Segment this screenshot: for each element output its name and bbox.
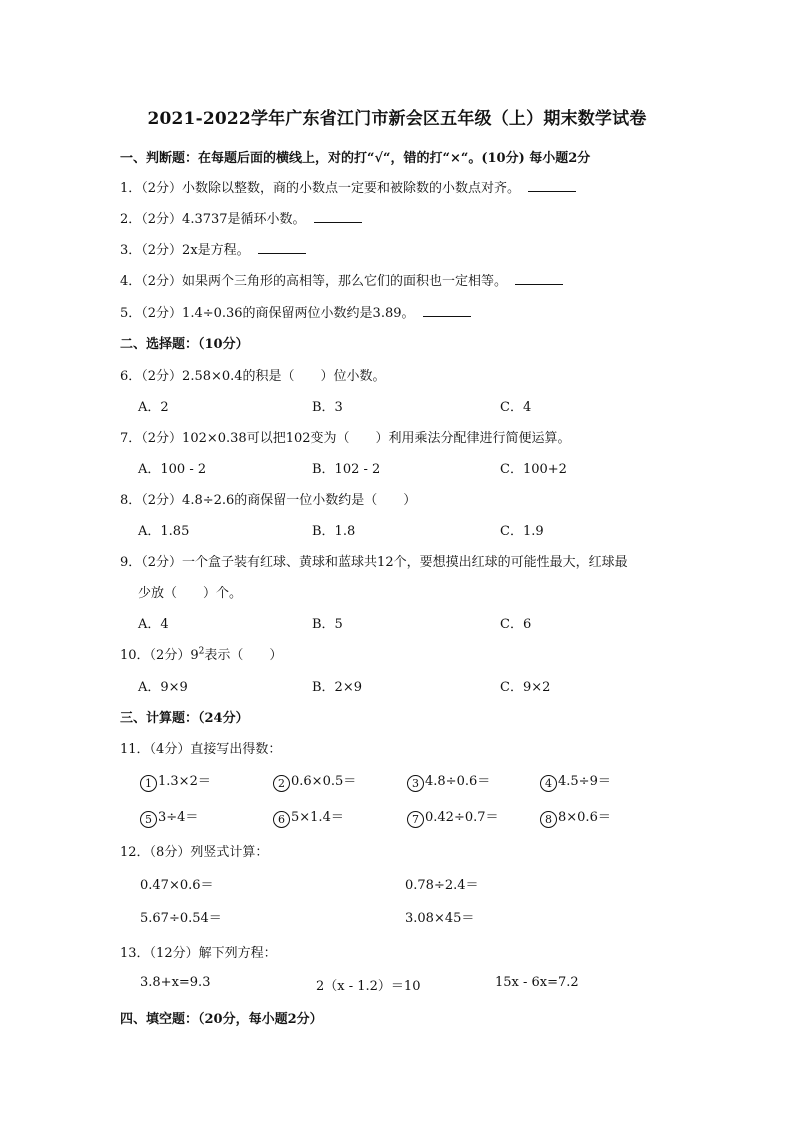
circled-number: 7 <box>407 811 424 828</box>
calc-text: 4.5÷9＝ <box>558 774 611 789</box>
circled-number: 4 <box>540 775 557 792</box>
question-9-continued: 少放（ ）个。 <box>138 586 243 601</box>
answer-blank[interactable] <box>423 304 471 317</box>
answer-blank[interactable] <box>258 241 306 254</box>
equation-item: 2（x - 1.2）＝10 <box>316 979 421 994</box>
question-2 <box>120 208 362 227</box>
calc-item <box>407 770 490 792</box>
question-13: 13．（12分）解下列方程： <box>120 946 277 961</box>
option-b[interactable]: B．102 - 2 <box>312 462 381 477</box>
section-heading-judge: 一、判断题：在每题后面的横线上，对的打“√“，错的打“×“。(10分) 每小题2分 <box>120 151 591 166</box>
calc-item <box>140 770 211 792</box>
page-title: 2021-2022学年广东省江门市新会区五年级（上）期末数学试卷 <box>147 109 647 129</box>
question-5 <box>120 302 471 321</box>
question-text: 2．（2分）4.3737是循环小数。 <box>120 212 306 227</box>
option-a[interactable]: A．100 - 2 <box>138 462 207 477</box>
calc-item <box>407 806 499 828</box>
option-c[interactable]: C．1.9 <box>500 524 544 539</box>
question-10 <box>120 644 282 663</box>
calc-text: 0.6×0.5＝ <box>291 774 357 789</box>
circled-number: 5 <box>140 811 157 828</box>
option-a[interactable]: A．4 <box>138 617 169 632</box>
question-3 <box>120 239 306 258</box>
calc-item <box>273 770 356 792</box>
question-text: 3．（2分）2x是方程。 <box>120 243 250 258</box>
section-heading-choice: 二、选择题：（10分） <box>120 337 249 352</box>
calc-text: 5×1.4＝ <box>291 810 344 825</box>
option-b[interactable]: B．5 <box>312 617 343 632</box>
question-12: 12．（8分）列竖式计算： <box>120 845 269 860</box>
option-c[interactable]: C．6 <box>500 617 532 632</box>
option-b[interactable]: B．2×9 <box>312 680 362 695</box>
option-a[interactable]: A．9×9 <box>138 680 188 695</box>
section-heading-fill: 四、填空题：（20分，每小题2分） <box>120 1012 323 1027</box>
question-text: 5．（2分）1.4÷0.36的商保留两位小数约是3.89。 <box>120 306 415 321</box>
question-4 <box>120 270 563 289</box>
question-6: 6．（2分）2.58×0.4的积是（ ）位小数。 <box>120 369 386 384</box>
question-text-pre: 10．（2分）9 <box>120 648 199 663</box>
circled-number: 1 <box>140 775 157 792</box>
option-c[interactable]: C．4 <box>500 400 532 415</box>
calc-text: 0.42÷0.7＝ <box>425 810 499 825</box>
vertical-calc-item: 0.78÷2.4＝ <box>405 878 479 893</box>
calc-item <box>540 806 611 828</box>
calc-item <box>273 806 344 828</box>
question-7: 7．（2分）102×0.38可以把102变为（ ）利用乘法分配律进行简便运算。 <box>120 431 571 446</box>
question-text: 1．（2分）小数除以整数，商的小数点一定要和被除数的小数点对齐。 <box>120 181 521 196</box>
circled-number: 2 <box>273 775 290 792</box>
question-1 <box>120 177 576 196</box>
option-c[interactable]: C．100+2 <box>500 462 567 477</box>
vertical-calc-item: 3.08×45＝ <box>405 911 475 926</box>
question-9: 9．（2分）一个盒子装有红球、黄球和蓝球共12个，要想摸出红球的可能性最大，红球最 <box>120 555 628 570</box>
section-heading-calc: 三、计算题：（24分） <box>120 711 249 726</box>
question-8: 8．（2分）4.8÷2.6的商保留一位小数约是（ ） <box>120 493 417 508</box>
question-11: 11．（4分）直接写出得数： <box>120 742 282 757</box>
answer-blank[interactable] <box>314 210 362 223</box>
vertical-calc-item: 0.47×0.6＝ <box>140 878 214 893</box>
circled-number: 3 <box>407 775 424 792</box>
calc-text: 1.3×2＝ <box>158 774 211 789</box>
answer-blank[interactable] <box>515 272 563 285</box>
calc-item <box>140 806 198 828</box>
circled-number: 6 <box>273 811 290 828</box>
equation-item: 15x - 6x=7.2 <box>495 975 579 990</box>
option-b[interactable]: B．3 <box>312 400 343 415</box>
circled-number: 8 <box>540 811 557 828</box>
option-c[interactable]: C．9×2 <box>500 680 551 695</box>
calc-text: 8×0.6＝ <box>558 810 611 825</box>
vertical-calc-item: 5.67÷0.54＝ <box>140 911 222 926</box>
equation-item: 3.8+x=9.3 <box>140 975 211 990</box>
calc-text: 3÷4＝ <box>158 810 199 825</box>
answer-blank[interactable] <box>528 179 576 192</box>
calc-item <box>540 770 611 792</box>
exponent: 2 <box>198 646 205 657</box>
question-text-post: 表示（ ） <box>204 648 283 663</box>
question-text: 4．（2分）如果两个三角形的高相等，那么它们的面积也一定相等。 <box>120 274 508 289</box>
option-a[interactable]: A．2 <box>138 400 169 415</box>
option-a[interactable]: A．1.85 <box>138 524 190 539</box>
calc-text: 4.8÷0.6＝ <box>425 774 491 789</box>
option-b[interactable]: B．1.8 <box>312 524 356 539</box>
